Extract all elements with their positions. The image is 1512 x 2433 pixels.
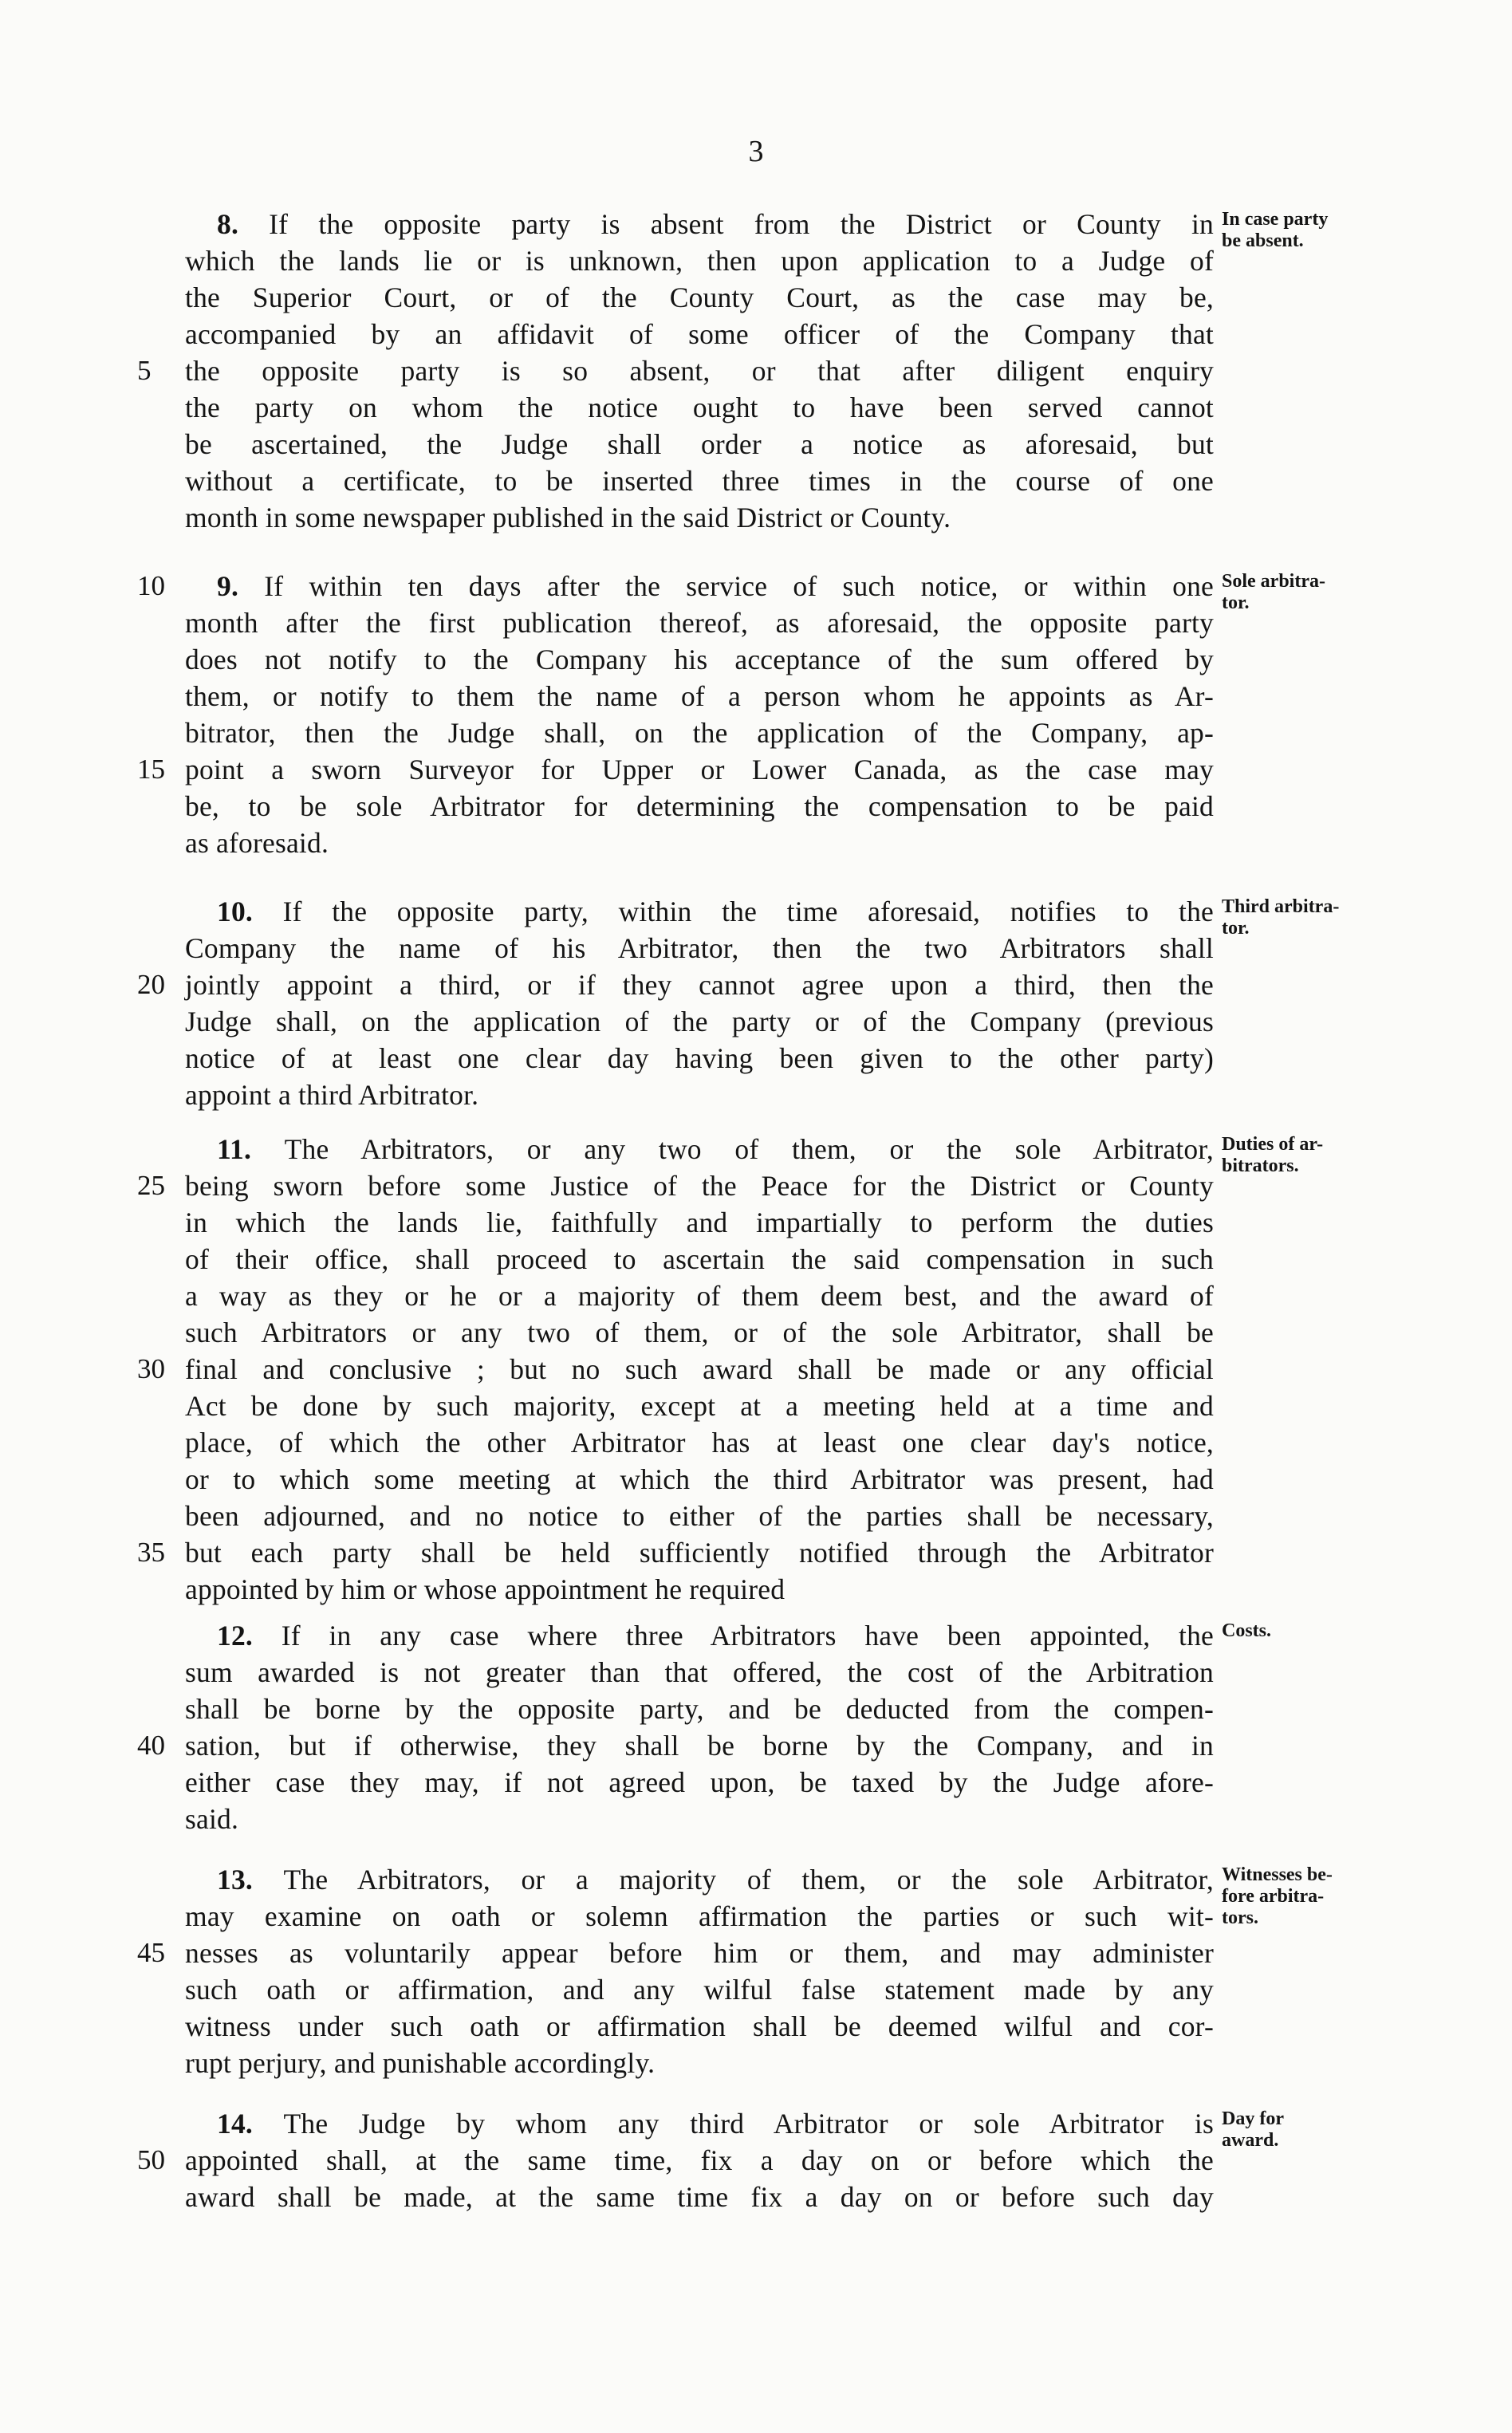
line-text: bitrator, then the Judge shall, on the application of the Company, ap- (185, 717, 1214, 749)
line-text: being sworn before some Justice of the Peace for the District or County (185, 1170, 1214, 1202)
text-line (185, 967, 1214, 1003)
margin-note: Day for award. (1222, 2108, 1284, 2151)
line-text: been adjourned, and no notice to either of the parties shall be necessary, (185, 1500, 1214, 1532)
line-text: month after the first publication thereof, as aforesaid, the opposite party (185, 607, 1214, 639)
text-line (185, 1278, 1214, 1314)
line-text: them, or notify to them the name of a person whom he appoints as Ar- (185, 680, 1214, 712)
line-text: accompanied by an affidavit of some officer of the Company that (185, 318, 1214, 350)
line-text: point a sworn Surveyor for Upper or Lower Canada, as the case may (185, 754, 1214, 785)
text-line (217, 1617, 1214, 1654)
text-line (185, 1424, 1214, 1461)
line-text: month in some newspaper published in the said District or County. (185, 502, 951, 533)
line-number: 25 (137, 1170, 165, 1201)
line-text: sation, but if otherwise, they shall be borne by the Company, and in (185, 1730, 1214, 1762)
text-line (185, 352, 1214, 389)
line-text: be ascertained, the Judge shall order a notice as aforesaid, but (185, 428, 1214, 460)
line-text: of their office, shall proceed to ascertain the said compensation in such (185, 1243, 1214, 1275)
line-text: If in any case where three Arbitrators have been appointed, the (281, 1620, 1214, 1652)
margin-note: Duties of ar- bitrators. (1222, 1134, 1324, 1176)
line-text: the party on whom the notice ought to have been served cannot (185, 392, 1214, 423)
text-line (185, 316, 1214, 352)
text-line (185, 2179, 1214, 2215)
text-line (217, 1861, 1214, 1898)
line-number: 40 (137, 1730, 165, 1761)
line-text: appointed shall, at the same time, fix a day on or before which the (185, 2144, 1214, 2176)
text-line (185, 930, 1214, 967)
line-text: the opposite party is so absent, or that after diligent enquiry (185, 355, 1214, 387)
section-number: 11. (217, 1133, 285, 1165)
line-text: The Judge by whom any third Arbitrator or sole Arbitrator is (283, 2108, 1214, 2140)
line-text: place, of which the other Arbitrator has at least one clear day's notice, (185, 1427, 1214, 1459)
section-number: 9. (217, 570, 265, 602)
text-line (217, 568, 1214, 604)
margin-note: Witnesses be- fore arbitra- tors. (1222, 1864, 1333, 1928)
text-line (185, 1498, 1214, 1534)
text-line (185, 1241, 1214, 1278)
text-line (185, 641, 1214, 678)
text-line (185, 1654, 1214, 1691)
text-line (185, 1534, 1214, 1571)
text-line (185, 389, 1214, 426)
line-text: If the opposite party, within the time aforesaid, notifies to the (282, 896, 1214, 927)
text-line (185, 1571, 1214, 1608)
text-line (185, 1898, 1214, 1935)
line-text: rupt perjury, and punishable accordingly. (185, 2047, 656, 2079)
text-line (185, 678, 1214, 715)
line-number: 15 (137, 754, 165, 785)
text-line (185, 2008, 1214, 2045)
line-text: Company the name of his Arbitrator, then the two Arbitrators shall (185, 932, 1214, 964)
line-text: which the lands lie or is unknown, then upon application to a Judge of (185, 245, 1214, 277)
text-line (185, 1077, 1214, 1113)
margin-note: In case party be absent. (1222, 209, 1329, 251)
line-text: final and conclusive ; but no such award shall be made or any official (185, 1353, 1214, 1385)
line-text: may examine on oath or solemn affirmation the parties or such wit- (185, 1900, 1214, 1932)
line-text: such Arbitrators or any two of them, or of the sole Arbitrator, shall be (185, 1317, 1214, 1348)
line-text: award shall be made, at the same time fix a day on or before such day (185, 2181, 1214, 2213)
text-line (185, 1167, 1214, 1204)
line-text: shall be borne by the opposite party, and be deducted from the compen- (185, 1693, 1214, 1725)
line-text: Act be done by such majority, except at a meeting held at a time and (185, 1390, 1214, 1422)
margin-note: Third arbitra- tor. (1222, 896, 1340, 939)
text-line (185, 2142, 1214, 2179)
line-text: If the opposite party is absent from the District or County in (269, 208, 1214, 240)
line-number: 45 (137, 1937, 165, 1968)
line-text: If within ten days after the service of such notice, or within one (264, 570, 1214, 602)
text-line (185, 279, 1214, 316)
line-text: either case they may, if not agreed upon, be taxed by the Judge afore- (185, 1766, 1214, 1798)
text-line (185, 2045, 1214, 2081)
text-line (185, 1971, 1214, 2008)
section-number: 13. (217, 1864, 284, 1896)
line-text: The Arbitrators, or any two of them, or the sole Arbitrator, (284, 1133, 1214, 1165)
text-line (185, 463, 1214, 499)
line-text: the Superior Court, or of the County Court, as the case may be, (185, 281, 1214, 313)
line-text: notice of at least one clear day having been given to the other party) (185, 1042, 1214, 1074)
section-number: 12. (217, 1620, 282, 1652)
text-line (185, 1764, 1214, 1801)
text-line (217, 2105, 1214, 2142)
line-text: without a certificate, to be inserted three times in the course of one (185, 465, 1214, 497)
line-text: or to which some meeting at which the third Arbitrator was present, had (185, 1463, 1214, 1495)
line-text: said. (185, 1803, 239, 1835)
line-number: 30 (137, 1353, 165, 1384)
text-line (217, 1131, 1214, 1167)
text-line (185, 715, 1214, 751)
section-number: 14. (217, 2108, 284, 2140)
text-line (185, 604, 1214, 641)
line-text: Judge shall, on the application of the party or of the Company (previous (185, 1006, 1214, 1037)
section-number: 8. (217, 208, 270, 240)
line-text: appointed by him or whose appointment he required (185, 1573, 786, 1605)
text-line (185, 1351, 1214, 1388)
text-line (185, 1314, 1214, 1351)
text-line (185, 1461, 1214, 1498)
text-line (185, 1801, 1214, 1837)
text-line (185, 1204, 1214, 1241)
line-number: 10 (137, 570, 165, 601)
text-line (185, 1935, 1214, 1971)
line-number: 35 (137, 1537, 165, 1568)
line-text: in which the lands lie, faithfully and impartially to perform the duties (185, 1207, 1214, 1238)
text-line (185, 1388, 1214, 1424)
line-text: but each party shall be held sufficiently notified through the Arbitrator (185, 1537, 1214, 1569)
text-line (217, 206, 1214, 242)
line-text: sum awarded is not greater than that offered, the cost of the Arbitration (185, 1656, 1214, 1688)
line-text: such oath or affirmation, and any wilful false statement made by any (185, 1974, 1214, 2006)
text-line (185, 1003, 1214, 1040)
text-line (185, 751, 1214, 788)
text-line (217, 893, 1214, 930)
line-text: as aforesaid. (185, 827, 329, 859)
line-text: appoint a third Arbitrator. (185, 1079, 479, 1111)
text-line (185, 426, 1214, 463)
line-number: 20 (137, 969, 165, 1000)
line-text: witness under such oath or affirmation shall be deemed wilful and cor- (185, 2010, 1214, 2042)
text-line (185, 1691, 1214, 1727)
line-text: be, to be sole Arbitrator for determining the compensation to be paid (185, 790, 1214, 822)
text-line (185, 788, 1214, 825)
line-text: does not notify to the Company his acceptance of the sum offered by (185, 644, 1214, 675)
line-text: jointly appoint a third, or if they cannot agree upon a third, then the (185, 969, 1214, 1001)
line-number: 50 (137, 2144, 165, 2175)
text-line (185, 825, 1214, 861)
line-text: nesses as voluntarily appear before him or them, and may administer (185, 1937, 1214, 1969)
line-number: 5 (137, 355, 152, 386)
line-text: a way as they or he or a majority of them deem best, and the award of (185, 1280, 1214, 1312)
margin-note: Sole arbitra- tor. (1222, 571, 1325, 613)
text-line (185, 499, 1214, 536)
section-number: 10. (217, 896, 283, 927)
page-number: 3 (748, 135, 764, 168)
margin-note: Costs. (1222, 1620, 1272, 1641)
text-line (185, 242, 1214, 279)
text-line (185, 1040, 1214, 1077)
text-line (185, 1727, 1214, 1764)
line-text: The Arbitrators, or a majority of them, or the sole Arbitrator, (283, 1864, 1214, 1896)
